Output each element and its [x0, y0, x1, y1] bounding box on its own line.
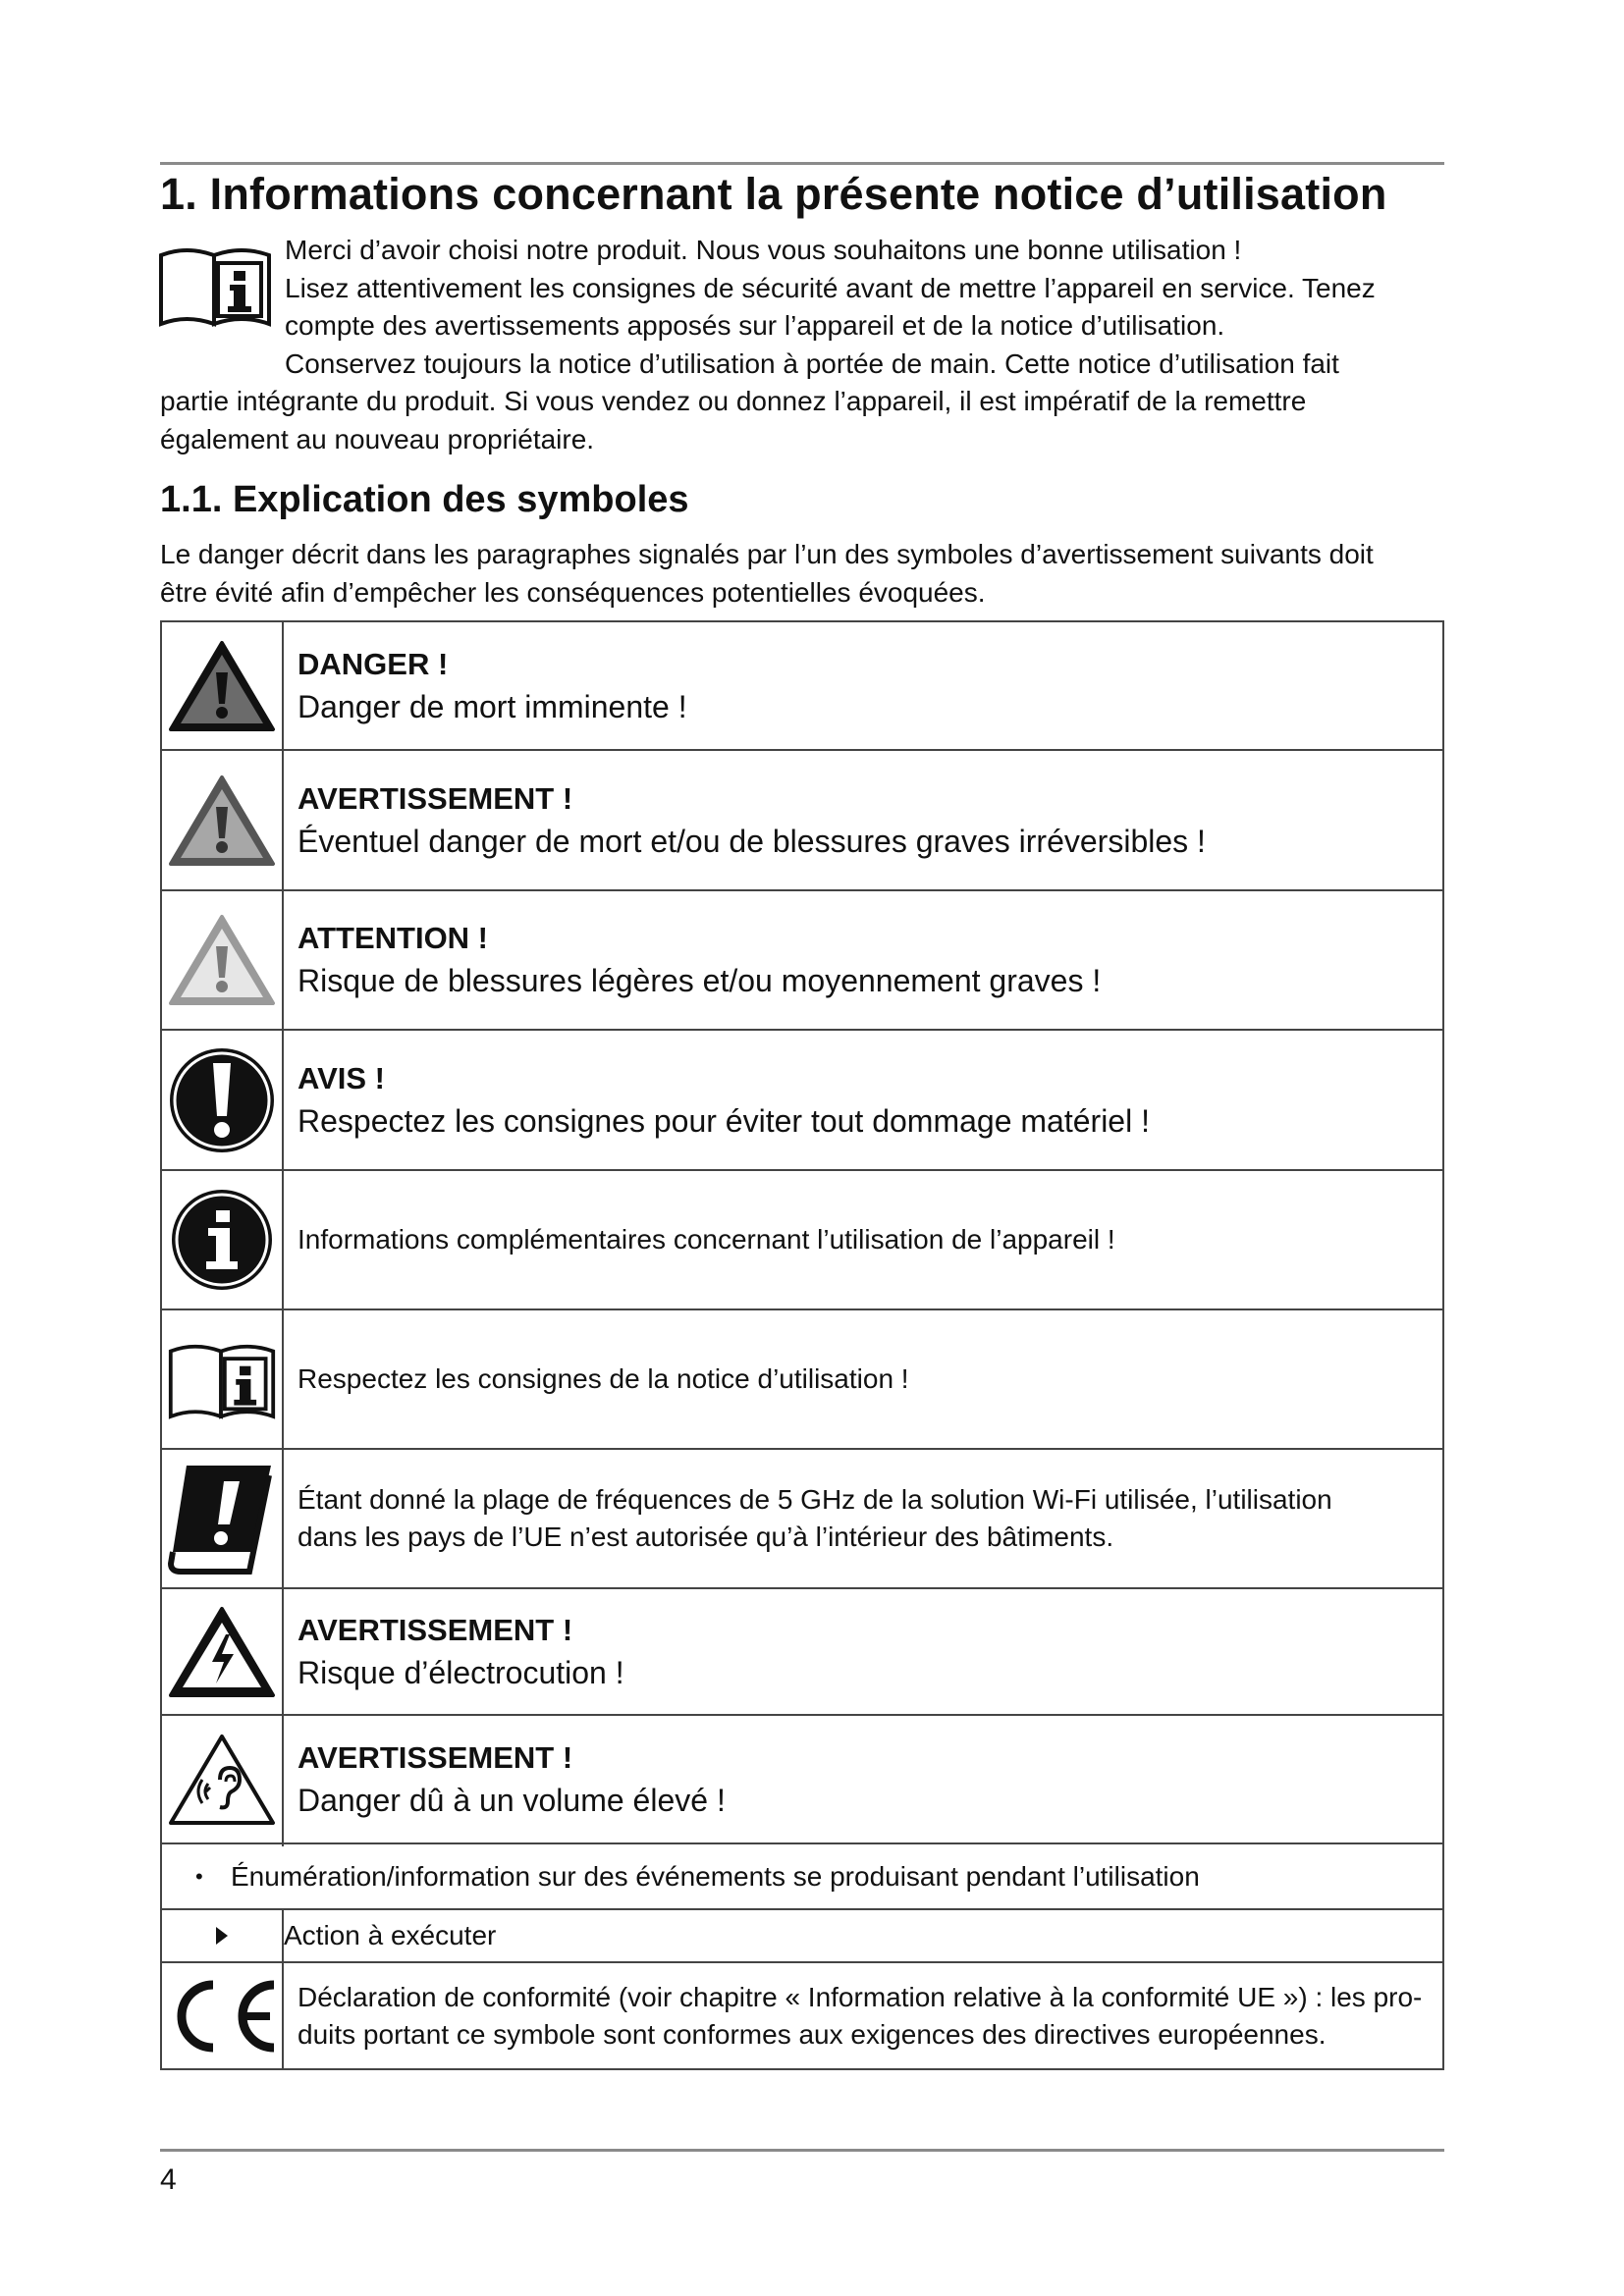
- symbol-description-line: dans les pays de l’UE n’est autorisée qu’à l’intérieur des bâtiments.: [298, 1522, 1114, 1552]
- intro-line: Conservez toujours la notice d’utilisation à portée de main. Cette notice d’utilisation fait: [285, 347, 1339, 379]
- symbol-description: Risque de blessures légères et/ou moyennement graves !: [298, 963, 1102, 998]
- lead-line: Le danger décrit dans les paragraphes signalés par l’un des symboles d’avertissement suivants doit: [160, 539, 1374, 569]
- action-arrow-icon: [214, 1925, 230, 1947]
- symbol-description: Respectez les consignes pour éviter tout dommage matériel !: [298, 1102, 1150, 1139]
- symbol-description: Danger de mort imminente !: [298, 688, 687, 724]
- subsection-heading: 1.1. Explication des symboles: [160, 479, 689, 520]
- caution-triangle-icon: [167, 913, 277, 1007]
- symbol-row: [162, 1031, 1442, 1171]
- symbol-title: ATTENTION !: [298, 921, 489, 955]
- symbols-table: [160, 620, 1444, 2070]
- symbol-title: AVIS !: [298, 1060, 385, 1095]
- top-rule: [160, 162, 1444, 165]
- intro-line: compte des avertissements apposés sur l’appareil et de la notice d’utilisation.: [285, 310, 1225, 341]
- electric-shock-triangle-icon: [167, 1605, 277, 1699]
- info-circle-icon: [169, 1187, 275, 1293]
- section-heading: 1. Informations concernant la présente notice d’utilisation: [160, 169, 1387, 219]
- symbol-title: DANGER !: [298, 646, 449, 681]
- page-number: 4: [160, 2163, 177, 2196]
- manual-book-icon: [167, 1338, 277, 1420]
- warning-triangle-icon: [167, 774, 277, 868]
- symbol-row: [162, 1589, 1442, 1716]
- lead-paragraph: [160, 535, 1446, 612]
- symbol-description: Informations complémentaires concernant l’utilisation de l’appareil !: [298, 1224, 1115, 1255]
- symbol-description: Action à exécuter: [284, 1920, 497, 1950]
- symbol-description-line: duits portant ce symbole sont conformes aux exigences des directives européennes.: [298, 2018, 1326, 2050]
- symbol-description: Éventuel danger de mort et/ou de blessures graves irréversibles !: [298, 823, 1206, 859]
- symbol-row: [162, 1450, 1442, 1589]
- symbol-row: [162, 1910, 1442, 1963]
- intro-line: Merci d’avoir choisi notre produit. Nous vous souhaitons une bonne utilisation !: [285, 235, 1242, 265]
- intro-paragraph: [160, 232, 1446, 458]
- symbol-row: [162, 1310, 1442, 1450]
- symbol-row: [162, 891, 1442, 1031]
- symbol-description: Respectez les consignes de la notice d’utilisation !: [298, 1363, 909, 1394]
- symbol-description: Risque d’électrocution !: [298, 1654, 624, 1690]
- symbol-row: [162, 1963, 1442, 2068]
- intro-line: Lisez attentivement les consignes de sécurité avant de mettre l’appareil en service. Tenez: [285, 272, 1376, 303]
- symbol-row: [162, 1716, 1442, 1844]
- hearing-damage-triangle-icon: [167, 1733, 277, 1827]
- symbol-row: [162, 622, 1442, 751]
- symbol-title: AVERTISSEMENT !: [298, 1612, 573, 1647]
- symbol-title: AVERTISSEMENT !: [298, 780, 573, 816]
- symbol-title: AVERTISSEMENT !: [298, 1739, 573, 1775]
- intro-line: partie intégrante du produit. Si vous vendez ou donnez l’appareil, il est impératif de la remettre: [160, 386, 1307, 416]
- bottom-rule: [160, 2149, 1444, 2152]
- symbol-description-line: Déclaration de conformité (voir chapitre « Information relative à la conformité UE ») : les pro-: [298, 1981, 1423, 2012]
- bullet-dot: •: [195, 1863, 203, 1889]
- danger-triangle-icon: [167, 639, 277, 733]
- intro-line: également au nouveau propriétaire.: [160, 423, 595, 454]
- lead-line: être évité afin d’empêcher les conséquences potentielles évoquées.: [160, 577, 986, 608]
- wifi-warning-book-icon: [167, 1462, 277, 1575]
- symbol-row: [162, 751, 1442, 891]
- symbol-description: Danger dû à un volume élevé !: [298, 1782, 726, 1818]
- symbol-description: Énumération/information sur des événements se produisant pendant l’utilisation: [231, 1860, 1200, 1892]
- ce-mark-icon: [164, 1977, 280, 2056]
- symbol-row: [162, 1171, 1442, 1310]
- symbol-row: [162, 1844, 1442, 1910]
- symbol-description-line: Étant donné la plage de fréquences de 5 GHz de la solution Wi-Fi utilisée, l’utilisation: [298, 1484, 1332, 1515]
- notice-exclamation-icon: [167, 1045, 277, 1155]
